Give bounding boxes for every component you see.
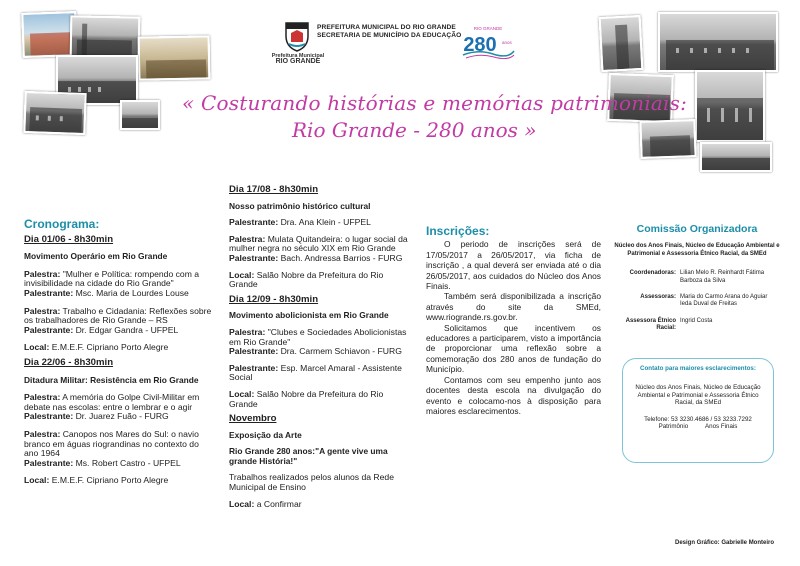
- inscricoes-p1: O periodo de inscrições será de 17/05/2017 a 26/05/2017, via ficha de inscrição , a qual deverá ser enviada até o dia 26/05/2017, aos cuidados do Núcleo dos Anos Finais.: [426, 239, 601, 292]
- inscricoes-p2: Também será disponibilizada a inscrição através do site da SMEd, www.riogrande.rs.gov.br.: [426, 291, 601, 323]
- november-description: Trabalhos realizados pelos alunos da Rede Municipal de Ensino: [229, 472, 394, 493]
- contact-text: Núcleo dos Anos Finais, Núcleo de Educação Ambiental e Patrimonial e Assessoria Étnico Racial, da SMEd: [635, 384, 761, 407]
- day4-palestra: Palestra: "Clubes e Sociedades Abolicionistas em Rio Grande": [229, 326, 407, 347]
- anniversary-top-text: RIO GRANDE: [473, 26, 503, 31]
- day2-palestrante1: Palestrante: Dr. Juarez Fuão - FURG: [24, 411, 169, 422]
- comissao-row: Assessoras: Maria do Carmo Arana do Aguiar Ieda Duval de Freitas: [640, 294, 768, 308]
- anniversary-suffix: anos: [502, 40, 512, 45]
- day2-palestrante2: Palestrante: Ms. Robert Castro - UFPEL: [24, 457, 181, 468]
- main-title-line1: « Costurando histórias e memórias patrimoniais:: [182, 91, 688, 115]
- photo-station: [138, 35, 211, 80]
- day1-palestra2: Palestra: Trabalho e Cidadania: Reflexões sobre os trabalhadores de Rio Grande – RS: [24, 305, 212, 326]
- cronograma-column: [24, 217, 212, 486]
- day4-local: Local: Salão Nobre da Prefeitura do Rio Grande: [229, 388, 384, 409]
- november-title: Novembro: [229, 413, 277, 425]
- day3-palestrante1: Palestrante: Dra. Ana Klein - UFPEL: [229, 217, 371, 228]
- day1-palestra1: Palestra: "Mulher e Política: rompendo com a invisibilidade na cidade do Rio Grande": [24, 268, 200, 289]
- day2-date: Dia 22/06 - 8h30min: [24, 356, 114, 368]
- contact-title: Contato para maiores esclarecimentos:: [640, 365, 756, 372]
- cronograma-title: Cronograma:: [24, 217, 100, 231]
- contact-phone-labels: Patrimônio Anos Finais: [658, 423, 738, 431]
- photo-factory: [70, 15, 141, 58]
- day1-palestrante1: Palestrante: Msc. Maria de Lourdes Louse: [24, 287, 189, 298]
- anniversary-280-logo: [458, 22, 518, 62]
- comissao-row: Coordenadoras: Lilian Melo R. Reinhardt Fátima Barboza da Silva: [629, 270, 765, 284]
- comissao-section: [614, 223, 780, 342]
- day4-palestrante2: Palestrante: Esp. Marcel Amaral - Assistente Social: [229, 362, 402, 383]
- day4-palestrante1: Palestrante: Dra. Carmem Schiavon - FURG: [229, 346, 402, 357]
- main-title-line2: Rio Grande - 280 anos »: [292, 118, 537, 142]
- day3-palestrante2: Palestrante: Bach. Andressa Barrios - FURG: [229, 252, 403, 263]
- inscricoes-title: Inscrições:: [426, 224, 490, 238]
- photo-old-building: [23, 91, 86, 135]
- photo-market-hall: [658, 12, 778, 72]
- day1-event: Movimento Operário em Rio Grande: [24, 251, 168, 262]
- contact-bubble: [622, 358, 774, 463]
- day3-palestra: Palestra: Mulata Quitandeira: o lugar social da mulher negra no século XIX em Rio Grande: [229, 233, 408, 254]
- inscricoes-p3: Solicitamos que incentivem os educadores a participarem, visto a importância de proporcionar uma reflexão sobre a comemoração dos 280 anos de fundação do Município.: [426, 322, 601, 375]
- rio-grande-crest-icon: [283, 20, 311, 52]
- inscricoes-section: [426, 226, 601, 416]
- day2-event: Ditadura Militar: Resistência em Rio Grande: [24, 374, 199, 385]
- photo-colonnade: [695, 70, 765, 142]
- comissao-row: Assessora Étnico Racial: Ingrid Costa: [625, 317, 713, 332]
- day3-date: Dia 17/08 - 8h30min: [229, 184, 319, 195]
- day2-palestra1: Palestra: A memória do Golpe Civil-Militar em debate nas escolas: entre o lembrar e o agir: [24, 392, 200, 412]
- comissao-title: Comissão Organizadora: [636, 223, 758, 235]
- day1-date: Dia 01/06 - 8h30min: [24, 233, 114, 245]
- day4-event: Movimento abolicionista em Rio Grande: [229, 310, 389, 321]
- photo-harbor: [120, 100, 160, 130]
- crest-label: Prefeitura Municipal RIO GRANDE: [271, 53, 325, 65]
- inscricoes-p4: Contamos com seu empenho junto aos docentes desta escola na divulgação do evento e colocamo-nos à disposição para maiores esclarecimentos.: [426, 374, 601, 416]
- day1-palestrante2: Palestrante: Dr. Edgar Gandra - UFPEL: [24, 324, 179, 335]
- prefeitura-header: PREFEITURA MUNICIPAL DO RIO GRANDE SECRETARIA DE MUNICÍPIO DA EDUCAÇÃO: [317, 24, 462, 39]
- day3-local: Local: Salão Nobre da Prefeitura do Rio Grande: [229, 269, 384, 290]
- november-local: Local: a Confirmar: [229, 498, 302, 509]
- day3-event: Nosso patrimônio histórico cultural: [229, 200, 371, 211]
- anniversary-number: 280: [463, 34, 497, 56]
- november-event: Exposição da Arte: [229, 429, 302, 440]
- day4-date: Dia 12/09 - 8h30min: [229, 293, 319, 305]
- november-highlight: Rio Grande 280 anos:"A gente vive uma grande História!": [229, 446, 388, 466]
- photo-low-building: [700, 142, 772, 172]
- contact-phone: Telefone: 53 3230.4686 / 53 3233.7292: [644, 415, 752, 423]
- day2-local: Local: E.M.E.F. Cipriano Porto Alegre: [24, 475, 169, 486]
- photo-church: [639, 119, 696, 159]
- photo-tower: [599, 15, 644, 72]
- day2-palestra2: Palestra: Canopos nos Mares do Sul: o navio branco em águas riograndinas no contexto do ano 1964: [24, 428, 199, 459]
- comissao-nucleo: Núcleo dos Anos Finais, Núcleo de Educação Ambiental e Patrimonial e Assessoria Étnico Racial, da SMEd: [614, 243, 780, 257]
- design-credits: Design Gráfico: Gabrielle Monteiro: [675, 540, 775, 546]
- middle-column: [229, 185, 411, 509]
- day1-local: Local: E.M.E.F. Cipriano Porto Alegre: [24, 342, 169, 353]
